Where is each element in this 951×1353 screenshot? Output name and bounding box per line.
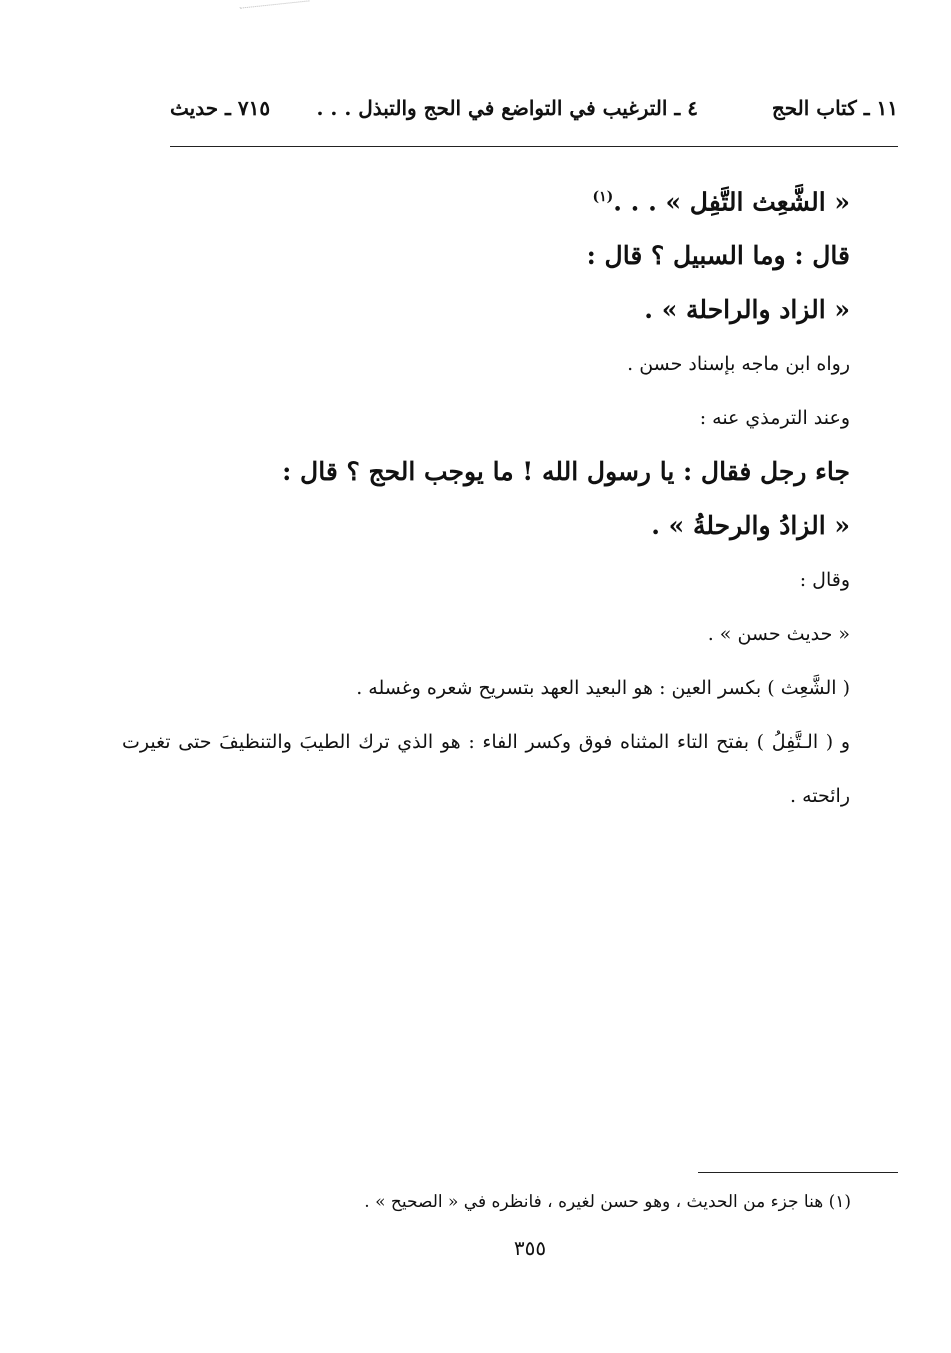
scan-artifact [240, 0, 311, 16]
footnote-divider [698, 1172, 898, 1173]
footnote: (١) هنا جزء من الحديث ، وهو حسن لغيره ، فانظره في « الصحيح » . [364, 1192, 851, 1212]
main-text [122, 170, 850, 823]
text-line: « الزاد والراحلة » . [644, 295, 850, 325]
header-chapter-title: ١١ ـ كتاب الحج [771, 96, 898, 120]
page-number: ٣٥٥ [513, 1236, 547, 1260]
footnote-reference: (١) [592, 189, 614, 205]
running-header [170, 96, 898, 132]
text-line: « حديث حسن » . [707, 623, 850, 646]
text-line [170, 170, 850, 229]
text-line: قال : وما السبيل ؟ قال : [586, 241, 850, 271]
text-line: جاء رجل فقال : يا رسول الله ! ما يوجب الحج ؟ قال : [282, 457, 850, 487]
text-line: وعند الترمذي عنه : [699, 407, 850, 430]
text-line: « الزادُ والرحلةُ » . [651, 511, 850, 541]
text-line: ( الشَّعِث ) بكسر العين : هو البعيد العهد بتسريح شعره وغسله . [356, 677, 850, 700]
text-line: رواه ابن ماجه بإسناد حسن . [627, 353, 850, 376]
header-divider [170, 146, 898, 147]
text-line: وقال : [799, 569, 850, 592]
text-paragraph: و ( الـتَّفِلُ ) بفتح التاء المثناه فوق وكسر الفاء : هو الذي ترك الطيبَ والتنظيفَ حتى تغيرت رائحته . [122, 731, 850, 808]
hadith-quote: « الشَّعِث التَّفِل » . . . [613, 187, 850, 217]
header-section-title: ٤ ـ الترغيب في التواضع في الحج والتبذل . . . [316, 96, 698, 120]
header-hadith-number: ٧١٥ ـ حديث [170, 96, 271, 120]
